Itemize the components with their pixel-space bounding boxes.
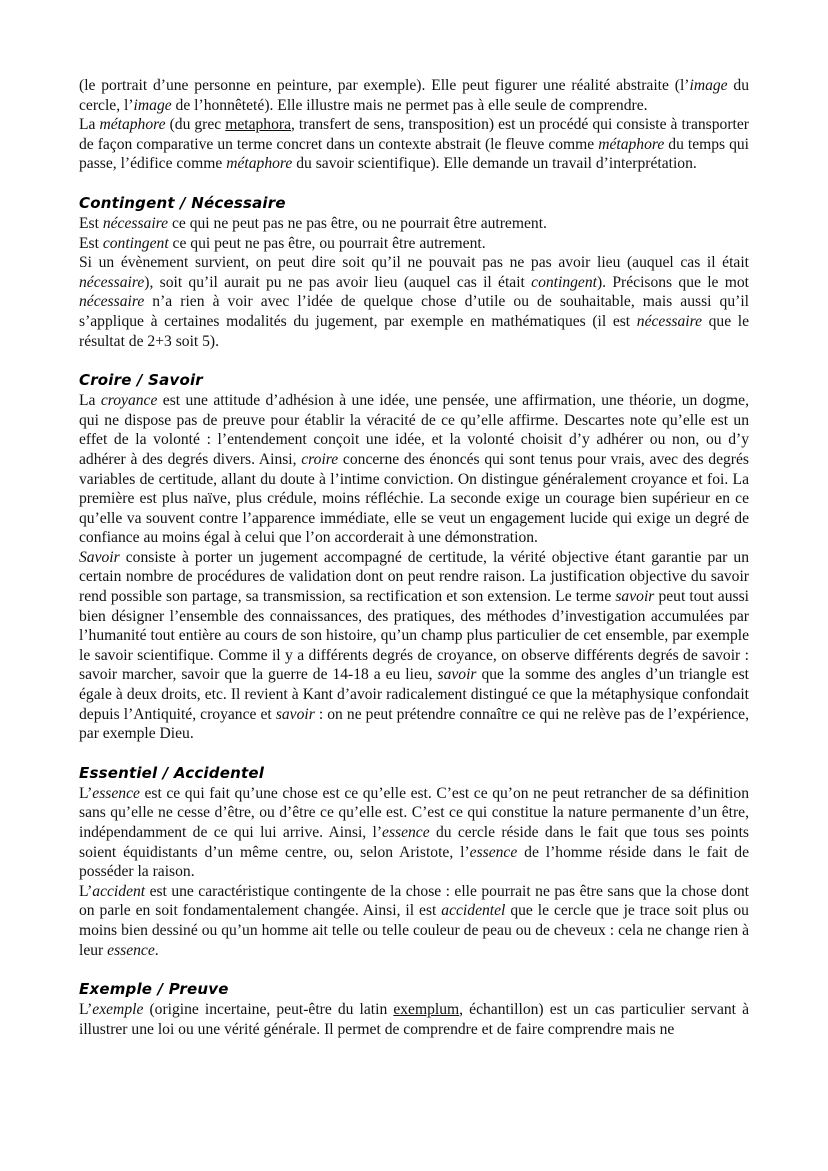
text-run: que le résultat de 2+3 soit 5).: [79, 312, 749, 350]
emphasis-term: essence: [382, 824, 430, 841]
text-run: est une caractéristique contingente de la chose : elle pourrait ne pas être sans que la chose dont on parle en soit fondamentalement changée. Ainsi, il est: [79, 882, 749, 920]
emphasis-term: savoir: [437, 666, 477, 684]
paragraph: [79, 253, 749, 351]
section-heading: Contingent / Nécessaire: [79, 193, 286, 212]
text-run: L’: [79, 882, 93, 900]
emphasis-term: image: [689, 77, 728, 94]
text-run: Si un évènement survient, on peut dire soit qu’il ne pouvait pas ne pas avoir lieu (auquel cas il était: [79, 254, 749, 272]
text-run: n’a rien à voir avec l’idée de quelque chose d’utile ou de souhaitable, mais aussi qu’il s’applique à certaines modalités du jugement, par exemple en mathématiques (il est: [79, 293, 749, 330]
text-run: concerne des énoncés qui sont tenus pour vrais, avec des degrés variables de certitude, allant du doute à l’intime conviction. On distingue généralement croyance et foi. La première est plus naïve, plus crédule, moins réfléchie. La seconde exige un courage bien supérieur en ce qu’elle va souvent contre l’apparence immédiate, elle se veut un engagement lucide qui exige un degré de confiance au moins égal à celui que l’on accorderait à une démonstration.: [79, 450, 749, 547]
text-run: La: [79, 392, 101, 410]
text-run: L’: [79, 784, 93, 802]
text-run: que la somme des angles d’un triangle est égale à deux droits, etc. Il revient à Kant d’avoir radicalement distingué ce que la métaphysique confondait depuis l’Antiquité, croyance et: [79, 666, 749, 723]
emphasis-term: contingent: [531, 273, 597, 291]
intro-paragraph-image: [79, 76, 749, 115]
section-contingent-necessaire: [79, 194, 749, 351]
section-heading: Croire / Savoir: [79, 371, 203, 390]
emphasis-term: métaphore: [99, 116, 166, 134]
emphasis-term: Savoir: [79, 548, 120, 566]
emphasis-term: image: [133, 96, 172, 114]
text-run: ). Précisons que le mot: [596, 273, 749, 291]
text-run: consiste à porter un jugement accompagné de certitude, la vérité objective étant garantie par un certain nombre de procédures de validation dont on peut rendre raison. La justification objective du savoir rend possible son partage, sa transmission, sa rectification et son extension. Le terme: [79, 548, 749, 606]
text-run: du cercle réside dans le fait que tous ses points soient équidistants d’un même centre, ou, selon Aristote, l’: [79, 824, 749, 861]
text-run: ce qui peut ne pas être, ou pourrait être autrement.: [168, 234, 486, 252]
text-run: du cercle, l’: [79, 77, 750, 114]
text-run: : on ne peut prétendre connaître ce qui ne relève pas de l’expérience, par exemple Dieu.: [79, 705, 749, 743]
etymology-term: metaphora: [225, 116, 292, 134]
text-run: (le portrait d’une personne en peinture, par exemple). Elle peut figurer une réalité abstraite (l’: [79, 77, 690, 94]
text-run: est une attitude d’adhésion à une idée, une pensée, une affirmation, une théorie, un dogme, qui ne dispose pas de preuve pour établir la véracité de ce qu’elle affirme. Descartes note qu’elle est un effet de la volonté : l’entendement conçoit une idée, et la volonté choisit d’y adhérer ou non, ou d’y adhérer à des degrés divers. Ainsi,: [79, 392, 749, 468]
text-run: L’: [79, 1001, 93, 1019]
emphasis-term: essence: [107, 941, 155, 959]
intro-paragraph-metaphore: [79, 115, 749, 174]
text-run: de l’honnêteté). Elle illustre mais ne permet pas à elle seule de comprendre.: [171, 96, 648, 114]
text-run: de l’homme réside dans le fait de posséder la raison.: [79, 843, 750, 881]
emphasis-term: essence: [92, 784, 140, 802]
section-exemple-preuve: [79, 980, 749, 1039]
paragraph: [79, 1000, 749, 1039]
text-run: est ce qui fait qu’une chose est ce qu’elle est. C’est ce qu’on ne peut retrancher de sa définition sans qu’elle ne cesse d’être, ou d’être ce qu’elle est. C’est ce qui constitue la nature permanente d’un être, indépendamment de ce qui lui arrive. Ainsi, l’: [79, 784, 749, 841]
section-heading: Exemple / Preuve: [79, 980, 229, 999]
text-run: ce qui ne peut pas ne pas être, ou ne pourrait être autrement.: [168, 214, 547, 232]
paragraph: [79, 391, 749, 548]
emphasis-term: métaphore: [226, 155, 293, 173]
text-run: peut tout aussi bien désigner l’ensemble des connaissances, des pratiques, des méthodes d’investigation accumulées par l’humanité tout entière au cours de son histoire, qu’un champ plus particulier de cet ensemble, par exemple le savoir scientifique. Comme il y a différents degrés de croyance, on observe différents degrés de savoir : savoir marcher, savoir que la guerre de 14-18 a eu lieu,: [79, 588, 749, 684]
paragraph: [79, 214, 749, 234]
emphasis-term: contingent: [102, 234, 169, 252]
text-run: du savoir scientifique). Elle demande un travail d’interprétation.: [292, 155, 697, 173]
paragraph: [79, 882, 749, 960]
emphasis-term: nécessaire: [79, 293, 145, 311]
section-croire-savoir: [79, 371, 749, 744]
paragraph: [79, 234, 749, 254]
etymology-term: exemplum: [393, 1001, 460, 1019]
emphasis-term: exemple: [92, 1001, 144, 1019]
text-run: que le cercle que je trace soit plus ou moins bien dessiné ou qu’un homme ait telle ou telle couleur de peau ou de cheveux : cela ne change rien à leur: [79, 902, 749, 959]
paragraph: [79, 784, 749, 882]
text-run: .: [154, 941, 159, 959]
section-heading: Essentiel / Accidentel: [79, 763, 265, 782]
text-run: (origine incertaine, peut-être du latin: [143, 1001, 394, 1019]
emphasis-term: croyance: [100, 392, 158, 410]
emphasis-term: accident: [92, 882, 146, 900]
section-essentiel-accidentel: [79, 764, 749, 960]
text-run: (du grec: [165, 116, 226, 134]
emphasis-term: savoir: [275, 705, 315, 723]
text-run: du temps qui passe, l’édifice comme: [79, 135, 750, 173]
emphasis-term: nécessaire: [102, 214, 169, 232]
text-run: Est: [79, 234, 103, 252]
paragraph: [79, 548, 749, 744]
emphasis-term: croire: [301, 450, 339, 468]
text-run: , échantillon) est un cas particulier servant à illustrer une loi ou une vérité générale. Il permet de comprendre et de faire comprendre mais ne: [79, 1001, 749, 1038]
emphasis-term: essence: [469, 843, 518, 861]
text-run: La: [79, 116, 100, 134]
document-page: [79, 76, 749, 1039]
text-run: ), soit qu’il aurait pu ne pas avoir lieu (auquel cas il était: [144, 273, 532, 291]
text-run: Est: [79, 214, 103, 232]
text-run: , transfert de sens, transposition) est un procédé qui consiste à transporter de façon comparative un terme concret dans un contexte abstrait (le fleuve comme: [79, 116, 749, 153]
emphasis-term: métaphore: [598, 135, 665, 153]
emphasis-term: savoir: [615, 588, 655, 606]
emphasis-term: nécessaire: [79, 273, 145, 291]
emphasis-term: nécessaire: [636, 312, 703, 330]
emphasis-term: accidentel: [441, 902, 506, 920]
